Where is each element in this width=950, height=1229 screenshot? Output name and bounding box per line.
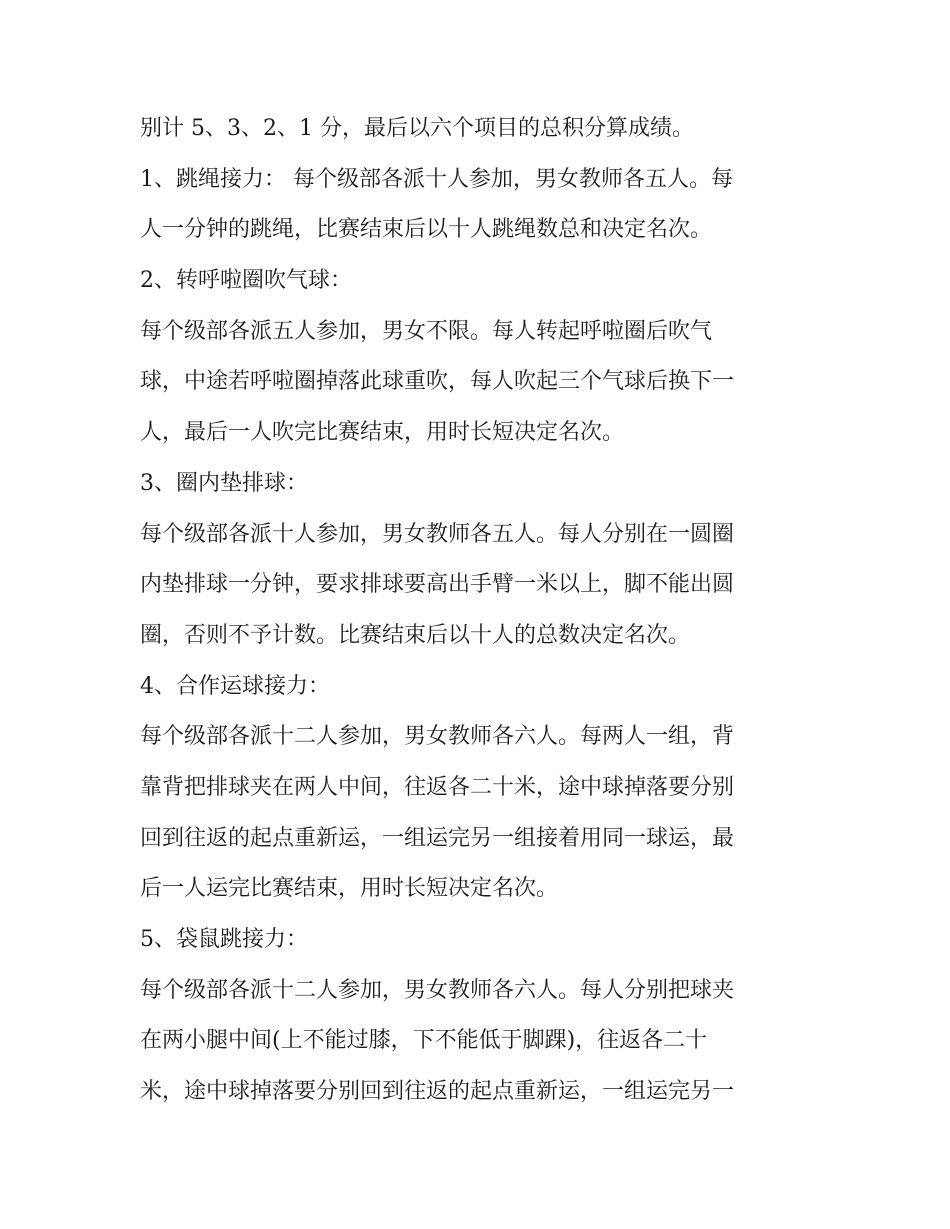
section-5-heading: 5、袋鼠跳接力：: [140, 927, 308, 952]
text-line: 回到往返的起点重新运，一组运完另一组接着用同一球运，最: [140, 825, 735, 851]
text-line: 每个级部各派五人参加，男女不限。每人转起呼啦圈后吹气: [140, 318, 713, 344]
text-line: 圈，否则不予计数。比赛结束后以十人的总数决定名次。: [140, 622, 691, 648]
text-line: 人，最后一人吹完比赛结束，用时长短决定名次。: [140, 420, 625, 446]
text-line: 内垫排球一分钟，要求排球要高出手臂一米以上，脚不能出圆: [140, 572, 735, 598]
text-line: 每个级部各派十二人参加，男女教师各六人。每两人一组，背: [140, 724, 735, 750]
section-2-heading: 2、转呼啦圈吹气球：: [140, 268, 352, 294]
text-line: 每个级部各派十人参加，男女教师各五人。每人分别在一圆圈: [140, 521, 735, 547]
text-line: 每个级部各派十二人参加，男女教师各六人。每人分别把球夹: [140, 977, 735, 1003]
text-line: 在两小腿中间(上不能过膝，下不能低于脚踝)，往返各二十: [140, 1028, 708, 1054]
section-1-heading-line: 1、跳绳接力： 每个级部各派十人参加，男女教师各五人。每: [140, 166, 733, 192]
text-line: 人一分钟的跳绳，比赛结束后以十人跳绳数总和决定名次。: [140, 217, 713, 243]
text-line: 球，中途若呼啦圈掉落此球重吹，每人吹起三个气球后换下一: [140, 369, 735, 395]
text-line: 靠背把排球夹在两人中间，往返各二十米，途中球掉落要分别: [140, 774, 735, 800]
text-line: 米，途中球掉落要分别回到往返的起点重新运，一组运完另一: [140, 1079, 735, 1105]
text-line: 别计 5、3、2、1 分，最后以六个项目的总积分算成绩。: [140, 116, 694, 141]
section-3-heading: 3、圈内垫排球：: [140, 470, 308, 496]
text-line: 后一人运完比赛结束，用时长短决定名次。: [140, 876, 559, 902]
document-body: [140, 104, 820, 1118]
section-4-heading: 4、合作运球接力：: [140, 673, 330, 699]
